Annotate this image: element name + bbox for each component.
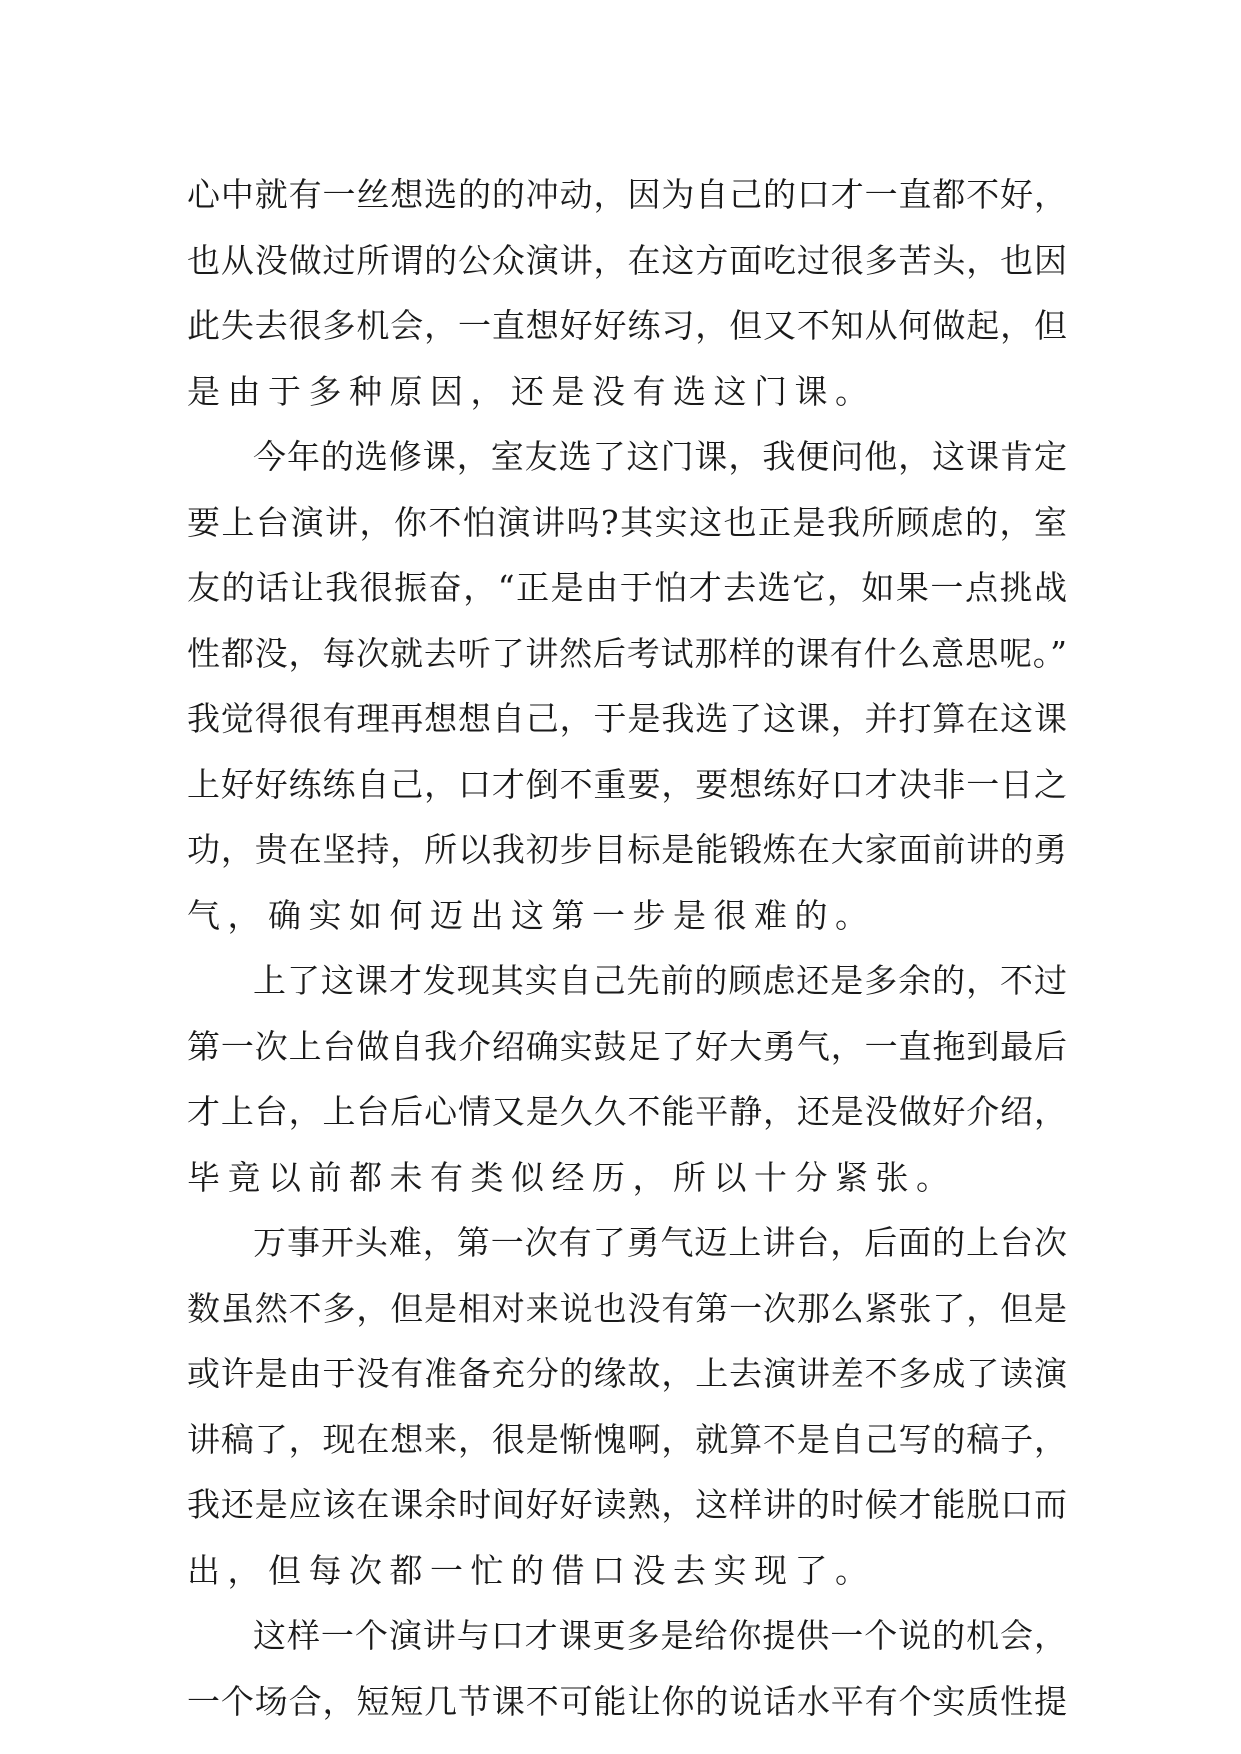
text-line: 功，贵在坚持，所以我初步目标是能锻炼在大家面前讲的勇: [187, 830, 1067, 869]
text-line: 气，确实如何迈出这第一步是很难的。: [187, 895, 876, 935]
text-line: 性都没，每次就去听了讲然后考试那样的课有什么意思呢。”: [187, 633, 1067, 673]
text-line: 一个场合，短短几节课不可能让你的说话水平有个实质性提: [187, 1681, 1067, 1721]
text-line: 此失去很多机会，一直想好好练习，但又不知从何做起，但: [187, 306, 1067, 345]
text-line: 我还是应该在课余时间好好读熟，这样讲的时候才能脱口而: [187, 1485, 1067, 1524]
text-line: 友的话让我很振奋，“正是由于怕才去选它，如果一点挑战: [187, 568, 1067, 607]
text-line: 今年的选修课，室友选了这门课，我便问他，这课肯定: [253, 437, 1067, 476]
text-line: 是由于多种原因，还是没有选这门课。: [187, 371, 876, 411]
text-line: 万事开头难，第一次有了勇气迈上讲台，后面的上台次: [253, 1223, 1067, 1262]
text-line: 上好好练练自己，口才倒不重要，要想练好口才决非一日之: [187, 764, 1067, 804]
text-line: 心中就有一丝想选的的冲动，因为自己的口才一直都不好，: [187, 175, 1067, 214]
body-text: [187, 162, 1067, 1734]
text-line: 要上台演讲，你不怕演讲吗?其实这也正是我所顾虑的，室: [187, 502, 1067, 542]
text-line: 这样一个演讲与口才课更多是给你提供一个说的机会，: [253, 1616, 1067, 1655]
text-line: 才上台，上台后心情又是久久不能平静，还是没做好介绍，: [187, 1092, 1067, 1131]
text-line: 也从没做过所谓的公众演讲，在这方面吃过很多苦头，也因: [187, 240, 1067, 280]
text-line: 讲稿了，现在想来，很是惭愧啊，就算不是自己写的稿子，: [187, 1419, 1067, 1459]
text-line: 毕竟以前都未有类似经历，所以十分紧张。: [187, 1157, 957, 1197]
paragraph-2: [187, 424, 1067, 948]
text-line: 或许是由于没有准备充分的缘故，上去演讲差不多成了读演: [187, 1354, 1067, 1393]
text-line: 我觉得很有理再想想自己，于是我选了这课，并打算在这课: [187, 699, 1067, 738]
paragraph-3: [187, 948, 1067, 1210]
text-line: 出，但每次都一忙的借口没去实现了。: [187, 1550, 876, 1590]
text-line: 第一次上台做自我介绍确实鼓足了好大勇气，一直拖到最后: [187, 1026, 1067, 1066]
paragraph-1: [187, 162, 1067, 424]
paragraph-5: [187, 1603, 1067, 1734]
paragraph-4: [187, 1210, 1067, 1603]
text-line: 数虽然不多，但是相对来说也没有第一次那么紧张了，但是: [187, 1288, 1067, 1328]
text-line: 上了这课才发现其实自己先前的顾虑还是多余的，不过: [253, 961, 1067, 1000]
